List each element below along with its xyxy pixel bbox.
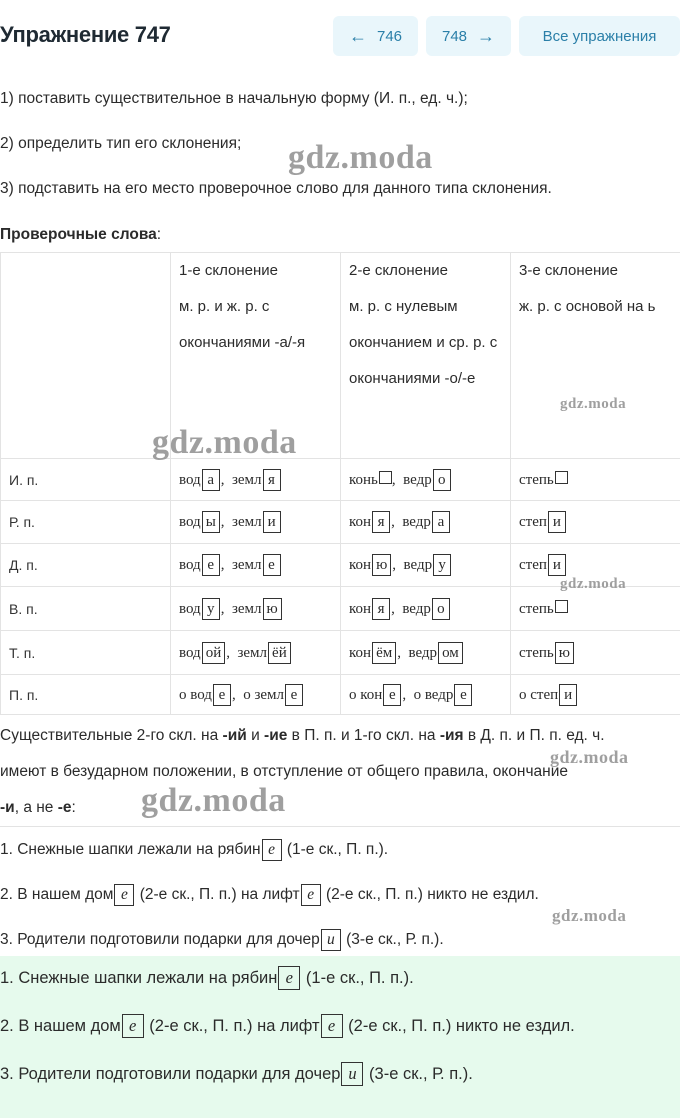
zero-ending-box (555, 600, 568, 613)
sentence-3 (0, 929, 444, 951)
zero-ending-box (555, 471, 568, 484)
form-cell (341, 675, 511, 715)
word-stem: вод (179, 644, 201, 661)
ending-box: я (372, 598, 390, 620)
word-form (519, 645, 575, 661)
rule-ending: -е (57, 799, 72, 816)
word-form (414, 687, 474, 703)
separator: , (397, 644, 409, 661)
header-decl-3-desc: ж. р. с основой на ь (519, 298, 656, 315)
header-decl-1-title: 1-е склонение (179, 262, 278, 279)
rule-text: в Д. п. и П. п. ед. ч. (463, 727, 605, 744)
word-stem: кон (349, 644, 372, 661)
ending-box: е (285, 684, 303, 706)
word-stem: вод (179, 471, 201, 488)
step-1: 1) поставить существительное в начальную форму (И. п., ед. ч.); (0, 90, 468, 107)
table-row (1, 459, 680, 501)
form-cell (171, 675, 341, 715)
word-stem: о земл (243, 686, 284, 703)
ending-box: а (202, 469, 220, 491)
word-stem: конь (349, 471, 378, 488)
watermark: gdz.moda (550, 747, 629, 767)
word-form (349, 601, 391, 617)
word-stem: земл (237, 644, 268, 661)
step-2: 2) определить тип его склонения; (0, 135, 242, 152)
sentence-text: 2. В нашем дом (0, 1017, 121, 1035)
word-stem: степь (519, 600, 554, 617)
ending-box: е (213, 684, 231, 706)
all-exercises-label: Все упражнения (542, 27, 657, 45)
watermark: gdz.moda (152, 424, 297, 461)
step-3: 3) подставить на его место проверочное слово для данного типа склонения. (0, 180, 552, 197)
word-stem: вод (179, 557, 201, 573)
watermark: gdz.moda (141, 782, 286, 819)
word-stem: степ (519, 514, 547, 530)
sentence-text: 2. В нашем дом (0, 886, 114, 903)
form-cell (511, 631, 680, 675)
arrow-right-icon: → (477, 25, 496, 46)
word-form (237, 645, 291, 661)
word-stem: кон (349, 557, 372, 573)
form-cell (341, 631, 511, 675)
rule-ending: -и (0, 799, 15, 816)
word-form (519, 472, 568, 488)
check-words-heading (0, 226, 161, 244)
form-cell (171, 501, 341, 544)
page-header (0, 16, 680, 56)
ending-box: е (383, 684, 401, 706)
ending-box: ём (372, 642, 396, 664)
header-decl-2-desc: м. р. с нулевым окончанием и ср. р. с окончаниями -о/-е (349, 298, 498, 387)
separator: , (391, 600, 403, 617)
rule-ending: -ий (222, 727, 247, 744)
word-form (179, 557, 221, 573)
word-stem: земл (231, 600, 262, 617)
separator: , (392, 557, 404, 573)
ending-box: е (262, 839, 282, 861)
ending-box: ом (438, 642, 463, 664)
form-cell (511, 587, 680, 631)
form-cell (341, 544, 511, 587)
word-form (232, 514, 282, 530)
separator: , (226, 644, 238, 661)
word-form (179, 472, 221, 488)
sentence-text: (2-е ск., П. п.) никто не ездил. (321, 886, 539, 903)
word-form (179, 645, 226, 661)
case-cell: И. п. (1, 459, 171, 501)
form-cell (171, 631, 341, 675)
word-form (232, 557, 282, 573)
word-stem: вод (179, 600, 201, 617)
rule-text: , а не (14, 799, 58, 816)
table-row (1, 631, 680, 675)
answer-sentence-3 (0, 1062, 473, 1086)
header-decl-3-title: 3-е склонение (519, 262, 618, 279)
ending-box: ы (202, 511, 220, 533)
sentence-text: 1. Снежные шапки лежали на рябин (0, 841, 261, 858)
word-stem: ведр (402, 600, 431, 617)
ending-box: е (301, 884, 321, 906)
ending-box: и (548, 511, 566, 533)
ending-box: а (432, 511, 450, 533)
rule-text: : (71, 799, 76, 816)
watermark: gdz.moda (560, 576, 627, 592)
word-form (519, 557, 567, 573)
sentence-text: 1. Снежные шапки лежали на рябин (0, 969, 278, 987)
ending-box: е (454, 684, 472, 706)
word-stem: земл (231, 557, 262, 573)
answer-sentence-1 (0, 966, 414, 990)
word-form (179, 514, 221, 530)
ending-box: е (278, 966, 300, 990)
ending-box: о (432, 598, 450, 620)
ending-box: е (321, 1014, 343, 1038)
sentence-text: (3-е ск., Р. п.). (364, 1065, 473, 1083)
word-stem: степ (519, 557, 547, 573)
separator: , (231, 686, 244, 703)
ending-box: и (548, 554, 566, 576)
sentence-text: 3. Родители подготовили подарки для дочер (0, 1065, 341, 1083)
rule-text: в П. п. и 1-го скл. на (287, 727, 440, 744)
case-cell: Д. п. (1, 544, 171, 587)
page-title: Упражнение 747 (0, 22, 171, 47)
table-corner-cell (1, 253, 171, 459)
word-form (408, 645, 463, 661)
sentence-text: (2-е ск., П. п.) на лифт (135, 886, 300, 903)
word-form (349, 472, 392, 488)
sentence-text: 3. Родители подготовили подарки для дочер (0, 931, 320, 948)
next-exercise-button[interactable] (426, 16, 511, 56)
declension-table (0, 252, 680, 715)
ending-box: и (321, 929, 341, 951)
word-stem: о кон (349, 686, 383, 703)
rule-line-2: имеют в безударном положении, в отступление от общего правила, окончание (0, 763, 568, 780)
case-cell: Р. п. (1, 501, 171, 544)
case-cell: Т. п. (1, 631, 171, 675)
separator: , (220, 557, 232, 573)
rule-ending: -ие (264, 727, 288, 744)
ending-box: ю (263, 598, 282, 620)
case-cell: В. п. (1, 587, 171, 631)
watermark: gdz.moda (288, 139, 433, 176)
form-cell (171, 544, 341, 587)
next-exercise-label: 748 (441, 27, 468, 45)
sentence-text: (2-е ск., П. п.) никто не ездил. (343, 1017, 575, 1035)
word-stem: кон (349, 514, 372, 530)
separator: , (220, 514, 233, 530)
word-form (349, 557, 392, 573)
word-stem: ведр (402, 514, 431, 530)
separator: , (391, 514, 403, 530)
sentence-text: (1-е ск., П. п.). (301, 969, 414, 987)
form-cell (341, 459, 511, 501)
prev-exercise-button[interactable] (333, 16, 418, 56)
separator: , (220, 600, 232, 617)
rule-ending: -ия (439, 727, 464, 744)
header-decl-1-desc: м. р. и ж. р. с окончаниями -а/-я (179, 298, 306, 351)
table-row (1, 587, 680, 631)
separator: , (402, 686, 414, 703)
table-row (1, 675, 680, 715)
ending-box: и (559, 684, 577, 706)
sentence-1 (0, 839, 388, 861)
ending-box: о (433, 469, 451, 491)
rule-line-1 (0, 727, 605, 745)
form-cell (511, 459, 680, 501)
ending-box: я (263, 469, 281, 491)
table-header-row (1, 253, 680, 459)
watermark: gdz.moda (552, 906, 627, 925)
form-cell (341, 587, 511, 631)
check-words-label: Проверочные слова (0, 226, 157, 243)
word-form (232, 472, 282, 488)
header-decl-2 (341, 253, 511, 459)
sentence-text: (2-е ск., П. п.) на лифт (144, 1017, 320, 1035)
ending-box: ёй (268, 642, 291, 664)
word-form (403, 472, 452, 488)
word-stem: земл (231, 471, 262, 488)
word-stem: степь (519, 644, 554, 661)
word-form (349, 514, 391, 530)
ending-box: у (202, 598, 220, 620)
ending-box: ю (555, 642, 574, 664)
word-form (519, 687, 578, 703)
separator: , (391, 471, 404, 488)
form-cell (511, 501, 680, 544)
word-form (519, 514, 567, 530)
header-decl-2-title: 2-е склонение (349, 262, 448, 279)
sentence-text: (3-е ск., Р. п.). (341, 931, 444, 948)
word-form (179, 601, 221, 617)
sentence-text: (1-е ск., П. п.). (282, 841, 389, 858)
ending-box: и (341, 1062, 363, 1086)
form-cell (511, 675, 680, 715)
word-form (349, 645, 397, 661)
word-stem: вод (179, 514, 201, 530)
header-decl-3 (511, 253, 680, 459)
form-cell (341, 501, 511, 544)
word-stem: ведр (403, 471, 432, 488)
watermark: gdz.moda (560, 396, 627, 412)
all-exercises-button[interactable] (519, 16, 680, 56)
word-stem: о степ (519, 686, 559, 703)
ending-box: е (122, 1014, 144, 1038)
word-form (349, 687, 402, 703)
ending-box: е (114, 884, 134, 906)
separator: , (220, 471, 232, 488)
divider (0, 826, 680, 827)
word-stem: земл (232, 514, 262, 530)
ending-box: я (372, 511, 390, 533)
word-stem: о вод (179, 686, 212, 703)
form-cell (171, 587, 341, 631)
form-cell (171, 459, 341, 501)
word-form (402, 514, 451, 530)
ending-box: ой (202, 642, 226, 664)
case-cell: П. п. (1, 675, 171, 715)
answer-sentence-2 (0, 1014, 575, 1038)
sentence-2 (0, 884, 539, 906)
prev-exercise-label: 746 (376, 27, 403, 45)
word-stem: о ведр (413, 686, 454, 703)
rule-text: Существительные 2-го скл. на (0, 727, 223, 744)
zero-ending-box (379, 471, 392, 484)
ending-box: е (263, 554, 281, 576)
word-form (402, 601, 451, 617)
ending-box: у (433, 554, 451, 576)
rule-text: и (246, 727, 265, 744)
word-form (519, 601, 568, 617)
word-stem: степь (519, 471, 554, 488)
word-form (232, 601, 283, 617)
ending-box: и (263, 511, 281, 533)
rule-line-3 (0, 799, 76, 817)
word-stem: кон (349, 600, 372, 617)
word-form (243, 687, 304, 703)
word-stem: ведр (408, 644, 438, 661)
arrow-left-icon: ← (348, 25, 367, 46)
word-stem: ведр (403, 557, 433, 573)
check-words-colon: : (156, 226, 162, 243)
ending-box: ю (372, 554, 391, 576)
word-form (404, 557, 453, 573)
ending-box: е (202, 554, 220, 576)
word-form (179, 687, 232, 703)
table-row (1, 501, 680, 544)
